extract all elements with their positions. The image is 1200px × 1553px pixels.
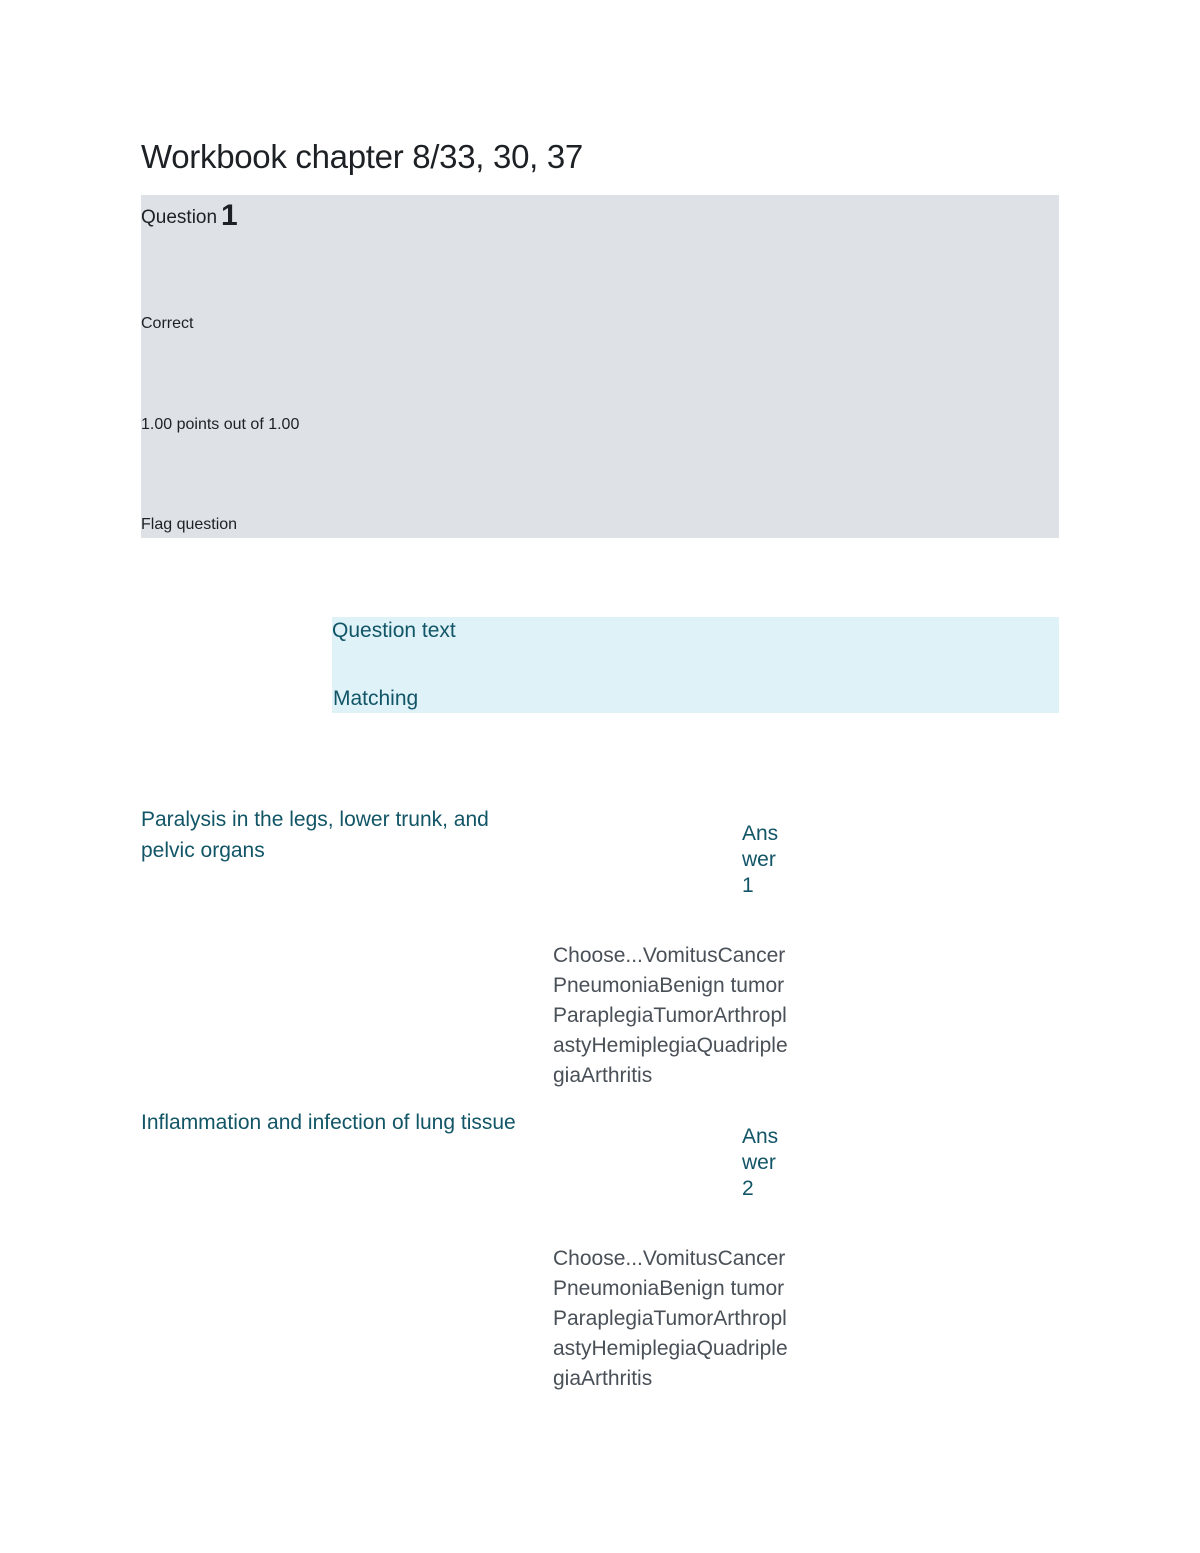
page-title: Workbook chapter 8/33, 30, 37 xyxy=(141,138,583,175)
question-text-body: Matching xyxy=(333,687,419,710)
question-number: 1 xyxy=(221,199,238,232)
question-heading xyxy=(141,199,238,233)
match-prompt-1: Paralysis in the legs, lower trunk, and pelvic organs xyxy=(141,808,489,862)
answer-select-1[interactable]: Choose...VomitusCancerPneumoniaBenign tumorParaplegiaTumorArthroplastyHemiplegiaQuadriplegiaArthritis xyxy=(553,944,788,1087)
question-text-label: Question text xyxy=(332,619,456,642)
question-info-panel xyxy=(141,195,1059,538)
match-prompt-2: Inflammation and infection of lung tissue xyxy=(141,1111,516,1134)
question-grade: 1.00 points out of 1.00 xyxy=(141,416,300,433)
flag-question-link[interactable]: Flag question xyxy=(141,516,238,533)
question-text-panel xyxy=(332,617,1059,713)
question-heading-label: Question xyxy=(141,207,218,228)
answer-label-1: Answer 1 xyxy=(742,822,779,897)
answer-select-2[interactable]: Choose...VomitusCancerPneumoniaBenign tumorParaplegiaTumorArthroplastyHemiplegiaQuadriplegiaArthritis xyxy=(553,1247,788,1390)
question-state: Correct xyxy=(141,315,194,332)
answer-label-2: Answer 2 xyxy=(742,1125,779,1200)
